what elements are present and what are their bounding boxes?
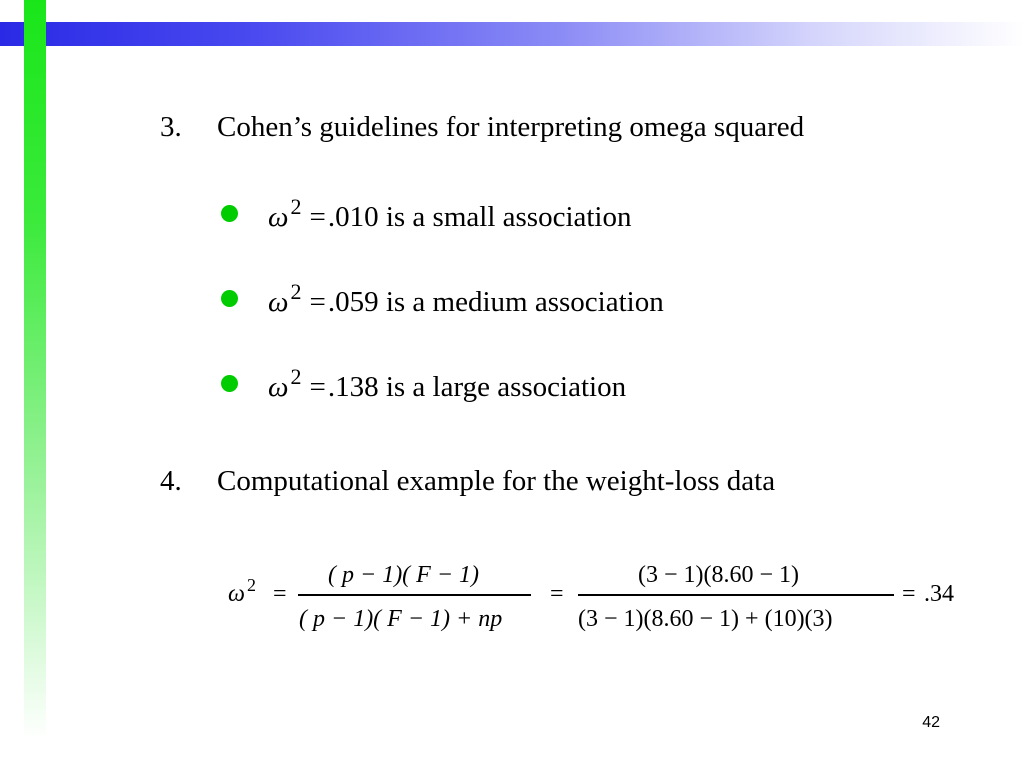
formula-equals-2: =: [550, 581, 564, 607]
bullet-text: is a large association: [385, 371, 627, 403]
bullet-dot-icon: [221, 290, 238, 307]
omega-symbol: ω: [268, 286, 289, 318]
formula-denominator-1: ( p − 1)( F − 1) + np: [299, 606, 503, 632]
formula-numerator-2: (3 − 1)(8.60 − 1): [638, 562, 800, 588]
equals-sign: =: [309, 371, 326, 403]
bullet-large: [268, 364, 627, 403]
bullet-medium: [268, 279, 664, 318]
point4-text: Computational example for the weight-loss data: [217, 465, 776, 497]
point4-number: 4.: [160, 465, 182, 497]
equals-sign: =: [309, 286, 326, 318]
formula-numerator-1: ( p − 1)( F − 1): [328, 562, 480, 588]
equals-sign: =: [309, 201, 326, 233]
omega-symbol: ω: [228, 581, 245, 607]
formula-equals-3: =: [902, 581, 916, 607]
point3-number: 3.: [160, 111, 182, 143]
omega-exponent: 2: [290, 194, 302, 219]
omega-exponent: 2: [290, 279, 302, 304]
bullet-text: is a medium association: [385, 286, 664, 318]
formula-result: .34: [924, 581, 954, 607]
bullet-text: is a small association: [385, 201, 632, 233]
bullet-value: .138: [327, 371, 379, 403]
omega-symbol: ω: [268, 201, 289, 233]
top-decorative-band: [0, 22, 1024, 46]
point3-text: Cohen’s guidelines for interpreting omega squared: [217, 111, 805, 143]
bullet-small: [268, 194, 632, 233]
omega-symbol: ω: [268, 371, 289, 403]
omega-exponent: 2: [290, 364, 302, 389]
formula-denominator-2: (3 − 1)(8.60 − 1) + (10)(3): [578, 606, 833, 632]
bullet-value: .010: [327, 201, 379, 233]
page-number: 42: [922, 714, 940, 731]
left-decorative-band: [24, 0, 46, 740]
bullet-dot-icon: [221, 375, 238, 392]
bullet-dot-icon: [221, 205, 238, 222]
formula-lhs: [228, 575, 256, 607]
fraction-bar-2: [578, 594, 894, 596]
fraction-bar-1: [298, 594, 531, 596]
omega-exponent: 2: [246, 575, 256, 595]
formula-equals-1: =: [273, 581, 287, 607]
bullet-value: .059: [327, 286, 379, 318]
